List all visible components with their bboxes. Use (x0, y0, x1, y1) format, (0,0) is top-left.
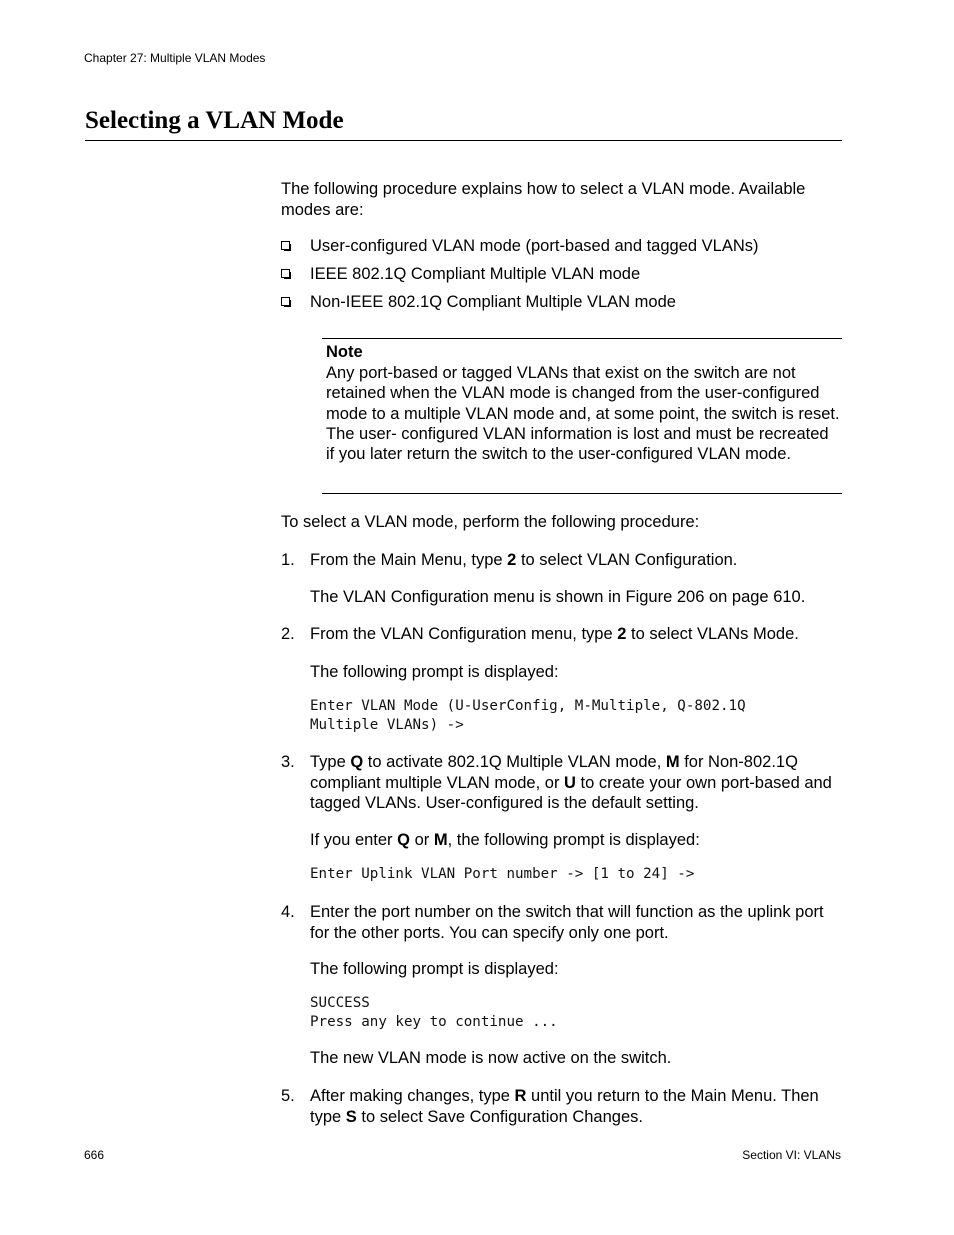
page-number: 666 (84, 1148, 105, 1162)
step-number: 2. (281, 625, 295, 643)
checkbox-bullet-icon (281, 241, 290, 250)
note-title: Note (326, 343, 363, 361)
code-prompt: Enter VLAN Mode (U-UserConfig, M-Multiple, Q-802.1Q Multiple VLANs) -> (310, 698, 746, 733)
running-header: Chapter 27: Multiple VLAN Modes (84, 51, 266, 65)
checkbox-bullet-icon (281, 269, 290, 278)
step-number: 3. (281, 753, 295, 771)
step-1-detail: The VLAN Configuration menu is shown in Figure 206 on page 610. (310, 588, 806, 606)
step-2-detail: The following prompt is displayed: (310, 663, 559, 681)
step-5: After making changes, type R until you return to the Main Menu. Then type S to select Save Configuration Changes. (310, 1087, 819, 1126)
step-3: Type Q to activate 802.1Q Multiple VLAN mode, M for Non-802.1Q compliant multiple VLAN mode, or U to create your own port-based and tagged VLANs. User-configured is the default setting. (310, 753, 832, 812)
note-box (322, 338, 842, 494)
step-2: From the VLAN Configuration menu, type 2 to select VLANs Mode. (310, 625, 799, 643)
step-3-detail: If you enter Q or M, the following prompt is displayed: (310, 831, 700, 849)
step-4: Enter the port number on the switch that will function as the uplink port for the other ports. You can specify only one port. (310, 903, 824, 942)
step-number: 1. (281, 551, 295, 569)
step-number: 5. (281, 1087, 295, 1105)
procedure-intro: To select a VLAN mode, perform the following procedure: (281, 513, 700, 531)
note-text: Any port-based or tagged VLANs that exist on the switch are not retained when the VLAN mode is changed from the user-configured mode to a multiple VLAN mode and, at some point, the switch is reset. The user- configured VLAN information is lost and must be recreated if you later return the switch to the user-configured VLAN mode. (326, 364, 840, 464)
section-footer: Section VI: VLANs (742, 1148, 841, 1162)
checkbox-bullet-icon (281, 297, 290, 306)
step-4-detail: The following prompt is displayed: (310, 960, 559, 978)
intro-paragraph: The following procedure explains how to select a VLAN mode. Available modes are: (281, 180, 806, 219)
page-title: Selecting a VLAN Mode (85, 106, 842, 141)
code-prompt: Enter Uplink VLAN Port number -> [1 to 24] -> (310, 866, 695, 882)
code-prompt: SUCCESS Press any key to continue ... (310, 995, 558, 1030)
step-1: From the Main Menu, type 2 to select VLAN Configuration. (310, 551, 738, 569)
step-number: 4. (281, 903, 295, 921)
step-4-result: The new VLAN mode is now active on the switch. (310, 1049, 672, 1067)
